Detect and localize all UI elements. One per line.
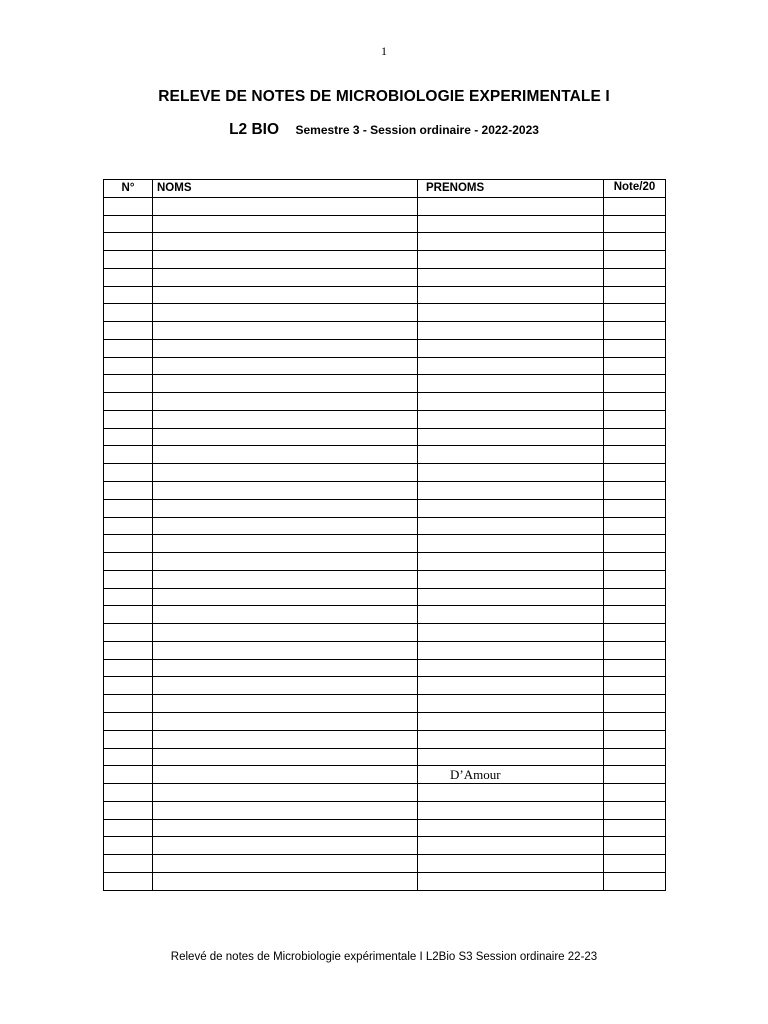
cell-prenom: D’Amour: [418, 766, 604, 784]
cell-nom: [153, 215, 418, 233]
cell-number: [104, 695, 153, 713]
cell-number: [104, 410, 153, 428]
cell-note: [604, 410, 666, 428]
table-row: [104, 233, 666, 251]
cell-nom: [153, 482, 418, 500]
cell-note: [604, 304, 666, 322]
page-footer: Relevé de notes de Microbiologie expérimentale I L2Bio S3 Session ordinaire 22-23: [170, 951, 598, 963]
cell-number: [104, 517, 153, 535]
table-row: [104, 837, 666, 855]
cell-nom: [153, 535, 418, 553]
cell-note: [604, 766, 666, 784]
table-row: [104, 464, 666, 482]
cell-prenom: [418, 375, 604, 393]
cell-number: [104, 464, 153, 482]
cell-prenom: [418, 197, 604, 215]
cell-number: [104, 428, 153, 446]
cell-prenom: [418, 570, 604, 588]
cell-number: [104, 375, 153, 393]
table-row: [104, 286, 666, 304]
cell-nom: [153, 695, 418, 713]
cell-note: [604, 286, 666, 304]
table-row: [104, 215, 666, 233]
cell-number: [104, 624, 153, 642]
cell-note: [604, 784, 666, 802]
cell-number: [104, 482, 153, 500]
cell-prenom: [418, 357, 604, 375]
cell-nom: [153, 197, 418, 215]
table-row: [104, 606, 666, 624]
cell-note: [604, 801, 666, 819]
cell-prenom: [418, 784, 604, 802]
cell-nom: [153, 286, 418, 304]
table-row: [104, 268, 666, 286]
cell-nom: [153, 624, 418, 642]
cell-note: [604, 553, 666, 571]
cell-nom: [153, 499, 418, 517]
cell-note: [604, 748, 666, 766]
cell-nom: [153, 748, 418, 766]
cell-prenom: [418, 499, 604, 517]
table-row: [104, 695, 666, 713]
cell-note: [604, 570, 666, 588]
cell-nom: [153, 855, 418, 873]
cell-prenom: [418, 837, 604, 855]
cell-number: [104, 499, 153, 517]
cell-nom: [153, 766, 418, 784]
cell-nom: [153, 517, 418, 535]
cell-prenom: [418, 730, 604, 748]
cell-nom: [153, 357, 418, 375]
table-row: [104, 535, 666, 553]
cell-prenom: [418, 233, 604, 251]
cell-note: [604, 268, 666, 286]
table-header-row: [104, 180, 666, 198]
table-row: [104, 482, 666, 500]
header-note: Note/20: [604, 180, 666, 198]
cell-nom: [153, 872, 418, 890]
table-row: [104, 322, 666, 340]
cell-prenom: [418, 855, 604, 873]
table-row: [104, 784, 666, 802]
cell-number: [104, 357, 153, 375]
table-body: [104, 197, 666, 890]
cell-note: [604, 322, 666, 340]
cell-prenom: [418, 553, 604, 571]
cell-note: [604, 357, 666, 375]
cell-note: [604, 215, 666, 233]
cell-number: [104, 819, 153, 837]
cell-note: [604, 872, 666, 890]
cell-note: [604, 837, 666, 855]
cell-note: [604, 819, 666, 837]
table-row: [104, 428, 666, 446]
table-row: [104, 801, 666, 819]
cell-prenom: [418, 659, 604, 677]
cell-prenom: [418, 872, 604, 890]
cell-number: [104, 393, 153, 411]
table-row: [104, 730, 666, 748]
cell-nom: [153, 446, 418, 464]
table-row: [104, 641, 666, 659]
cell-nom: [153, 606, 418, 624]
cell-note: [604, 375, 666, 393]
class-label: L2 BIO: [229, 121, 280, 138]
cell-number: [104, 339, 153, 357]
cell-nom: [153, 659, 418, 677]
table-row: [104, 766, 666, 784]
cell-note: [604, 233, 666, 251]
cell-prenom: [418, 410, 604, 428]
table-row: [104, 304, 666, 322]
cell-note: [604, 499, 666, 517]
page-number: 1: [381, 44, 387, 58]
cell-note: [604, 606, 666, 624]
cell-number: [104, 304, 153, 322]
cell-nom: [153, 393, 418, 411]
cell-note: [604, 464, 666, 482]
cell-prenom: [418, 535, 604, 553]
cell-number: [104, 730, 153, 748]
cell-prenom: [418, 286, 604, 304]
cell-note: [604, 482, 666, 500]
cell-nom: [153, 837, 418, 855]
table-row: [104, 357, 666, 375]
cell-nom: [153, 641, 418, 659]
cell-prenom: [418, 464, 604, 482]
table-row: [104, 197, 666, 215]
cell-prenom: [418, 748, 604, 766]
cell-note: [604, 855, 666, 873]
table-row: [104, 588, 666, 606]
cell-number: [104, 606, 153, 624]
table-row: [104, 339, 666, 357]
cell-number: [104, 872, 153, 890]
cell-note: [604, 624, 666, 642]
cell-prenom: [418, 215, 604, 233]
cell-number: [104, 570, 153, 588]
table-row: [104, 553, 666, 571]
cell-prenom: [418, 801, 604, 819]
cell-nom: [153, 730, 418, 748]
cell-prenom: [418, 304, 604, 322]
cell-number: [104, 712, 153, 730]
cell-number: [104, 233, 153, 251]
cell-nom: [153, 339, 418, 357]
cell-prenom: [418, 251, 604, 269]
cell-number: [104, 268, 153, 286]
cell-nom: [153, 464, 418, 482]
cell-prenom: [418, 446, 604, 464]
table-row: [104, 375, 666, 393]
cell-prenom: [418, 428, 604, 446]
grades-table: [103, 179, 666, 891]
table-row: [104, 659, 666, 677]
cell-nom: [153, 322, 418, 340]
cell-prenom: [418, 322, 604, 340]
cell-prenom: [418, 819, 604, 837]
cell-prenom: [418, 606, 604, 624]
cell-prenom: [418, 712, 604, 730]
table-row: [104, 499, 666, 517]
cell-nom: [153, 677, 418, 695]
table-row: [104, 517, 666, 535]
cell-note: [604, 393, 666, 411]
cell-note: [604, 517, 666, 535]
cell-note: [604, 641, 666, 659]
cell-prenom: [418, 393, 604, 411]
cell-number: [104, 535, 153, 553]
cell-nom: [153, 570, 418, 588]
cell-note: [604, 251, 666, 269]
cell-note: [604, 339, 666, 357]
table-row: [104, 570, 666, 588]
cell-number: [104, 588, 153, 606]
cell-note: [604, 446, 666, 464]
cell-number: [104, 659, 153, 677]
cell-prenom: [418, 677, 604, 695]
header-number: N°: [104, 180, 153, 198]
cell-number: [104, 801, 153, 819]
cell-number: [104, 766, 153, 784]
cell-nom: [153, 553, 418, 571]
table-row: [104, 251, 666, 269]
session-label: Semestre 3 - Session ordinaire - 2022-2023: [295, 123, 539, 137]
cell-prenom: [418, 588, 604, 606]
document-subtitle: [0, 121, 768, 139]
cell-number: [104, 677, 153, 695]
table-row: [104, 819, 666, 837]
table-row: [104, 446, 666, 464]
cell-nom: [153, 410, 418, 428]
cell-prenom: [418, 268, 604, 286]
cell-number: [104, 837, 153, 855]
table-row: [104, 748, 666, 766]
cell-nom: [153, 588, 418, 606]
cell-number: [104, 197, 153, 215]
cell-number: [104, 322, 153, 340]
cell-note: [604, 588, 666, 606]
cell-note: [604, 428, 666, 446]
table-row: [104, 624, 666, 642]
cell-nom: [153, 268, 418, 286]
cell-note: [604, 535, 666, 553]
cell-number: [104, 855, 153, 873]
cell-nom: [153, 784, 418, 802]
cell-nom: [153, 801, 418, 819]
table-row: [104, 712, 666, 730]
table-row: [104, 872, 666, 890]
cell-nom: [153, 304, 418, 322]
cell-prenom: [418, 517, 604, 535]
table-row: [104, 855, 666, 873]
header-prenoms: PRENOMS: [418, 180, 604, 198]
document-title: RELEVE DE NOTES DE MICROBIOLOGIE EXPERIMENTALE I: [158, 88, 610, 105]
cell-number: [104, 553, 153, 571]
cell-number: [104, 215, 153, 233]
cell-nom: [153, 251, 418, 269]
header-noms: NOMS: [153, 180, 418, 198]
table-row: [104, 393, 666, 411]
cell-number: [104, 784, 153, 802]
cell-note: [604, 659, 666, 677]
cell-number: [104, 251, 153, 269]
cell-nom: [153, 819, 418, 837]
cell-nom: [153, 233, 418, 251]
cell-nom: [153, 712, 418, 730]
cell-note: [604, 712, 666, 730]
cell-note: [604, 695, 666, 713]
cell-note: [604, 197, 666, 215]
cell-note: [604, 677, 666, 695]
cell-number: [104, 641, 153, 659]
cell-nom: [153, 428, 418, 446]
cell-prenom: [418, 695, 604, 713]
cell-prenom: [418, 482, 604, 500]
cell-number: [104, 446, 153, 464]
cell-nom: [153, 375, 418, 393]
cell-note: [604, 730, 666, 748]
cell-number: [104, 748, 153, 766]
cell-number: [104, 286, 153, 304]
cell-prenom: [418, 339, 604, 357]
cell-prenom: [418, 641, 604, 659]
table-row: [104, 410, 666, 428]
table-row: [104, 677, 666, 695]
cell-prenom: [418, 624, 604, 642]
